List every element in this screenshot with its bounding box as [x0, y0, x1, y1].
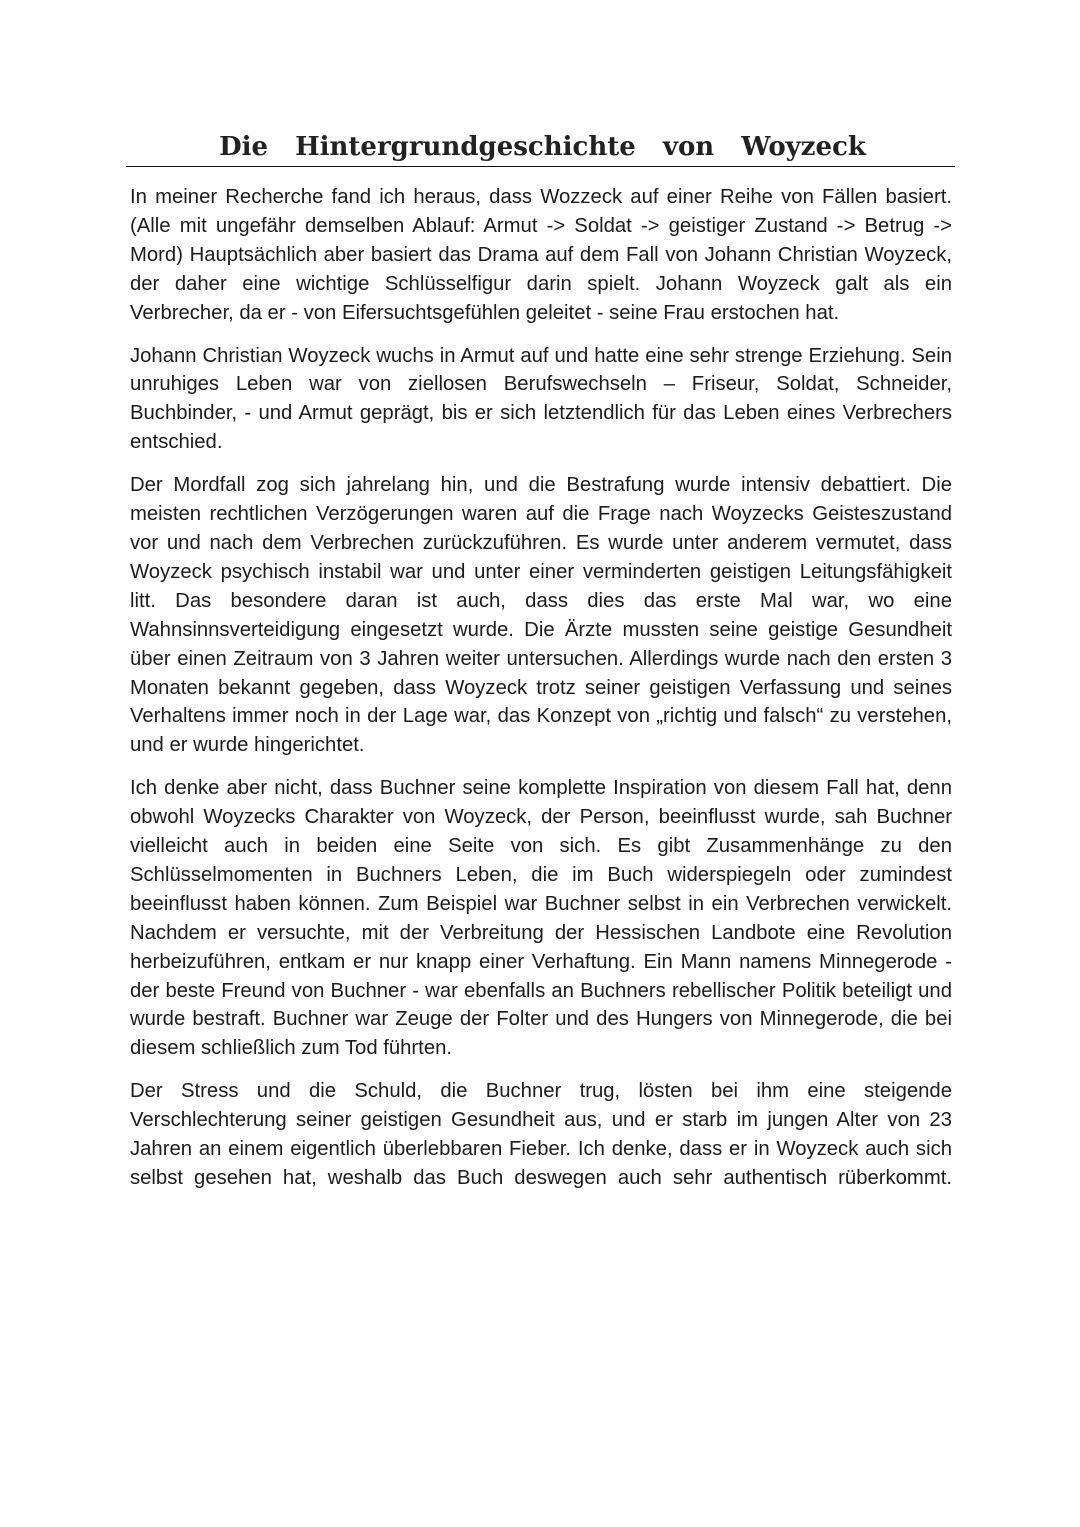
paragraph-1: In meiner Recherche fand ich heraus, dass Wozzeck auf einer Reihe von Fällen basiert. (Alle mit ungefähr demselben Ablauf: Armut -> Soldat -> geistiger Zustand -> Betrug -> Mord) Hauptsächlich aber basiert das Drama auf dem Fall von Johann Christian Woyzeck, der daher eine wichtige Schlüsselfigur darin spielt. Johann Woyzeck galt als ein Verbrecher, da er - von Eifersuchtsgefühlen geleitet - seine Frau erstochen hat. [130, 186, 952, 324]
paragraph-2: Johann Christian Woyzeck wuchs in Armut auf und hatte eine sehr strenge Erziehung. Sein unruhiges Leben war von ziellosen Berufswechseln – Friseur, Soldat, Schneider, Buchbinder, - und Armut geprägt, bis er sich letztendlich für das Leben eines Verbrechers entschied. [130, 344, 952, 454]
paragraph-4: Ich denke aber nicht, dass Buchner seine komplette Inspiration von diesem Fall hat, denn obwohl Woyzecks Charakter von Woyzeck, der Person, beeinflusst wurde, sah Buchner vielleicht auch in beiden eine Seite von sich. Es gibt Zusammenhänge zu den Schlüsselmomenten in Buchners Leben, die im Buch widerspiegeln oder zumindest beeinflusst haben können. Zum Beispiel war Buchner selbst in ein Verbrechen verwickelt. Nachdem er versuchte, mit der Verbreitung der Hessischen Landbote eine Revolution herbeizuführen, entkam er nur knapp einer Verhaftung. Ein Mann namens Minnegerode - der beste Freund von Buchner - war ebenfalls an Buchners rebellischer Politik beteiligt und wurde bestraft. Buchner war Zeuge der Folter und des Hungers von Minnegerode, die bei diesem schließlich zum Tod führten. [130, 777, 952, 1060]
page-title: Die Hintergrundgeschichte von Woyzeck [219, 132, 866, 162]
paragraph-5: Der Stress und die Schuld, die Buchner trug, lösten bei ihm eine steigende Verschlechterung seiner geistigen Gesundheit aus, und er starb im jungen Alter von 23 Jahren an einem eigentlich überlebbaren Fieber. Ich denke, dass er in Woyzeck auch sich selbst gesehen hat, weshalb das Buch deswegen auch sehr authentisch rüberkommt. [130, 1080, 952, 1189]
paragraph-3: Der Mordfall zog sich jahrelang hin, und die Bestrafung wurde intensiv debattiert. Die meisten rechtlichen Verzögerungen waren auf die Frage nach Woyzecks Geisteszustand vor und nach dem Verbrechen zurückzuführen. Es wurde unter anderem vermutet, dass Woyzeck psychisch instabil war und unter einer verminderten geistigen Leitungsfähigkeit litt. Das besondere daran ist auch, dass dies das erste Mal war, wo eine Wahnsinnsverteidigung eingesetzt wurde. Die Ärzte mussten seine geistige Gesundheit über einen Zeitraum von 3 Jahren weiter untersuchen. Allerdings wurde nach den ersten 3 Monaten bekannt gegeben, dass Woyzeck trotz seiner geistigen Verfassung und seines Verhaltens immer noch in der Lage war, das Konzept von „richtig und falsch“ zu verstehen, und er wurde hingerichtet. [130, 474, 952, 757]
body-text [130, 183, 952, 1207]
title-underline [126, 128, 955, 167]
